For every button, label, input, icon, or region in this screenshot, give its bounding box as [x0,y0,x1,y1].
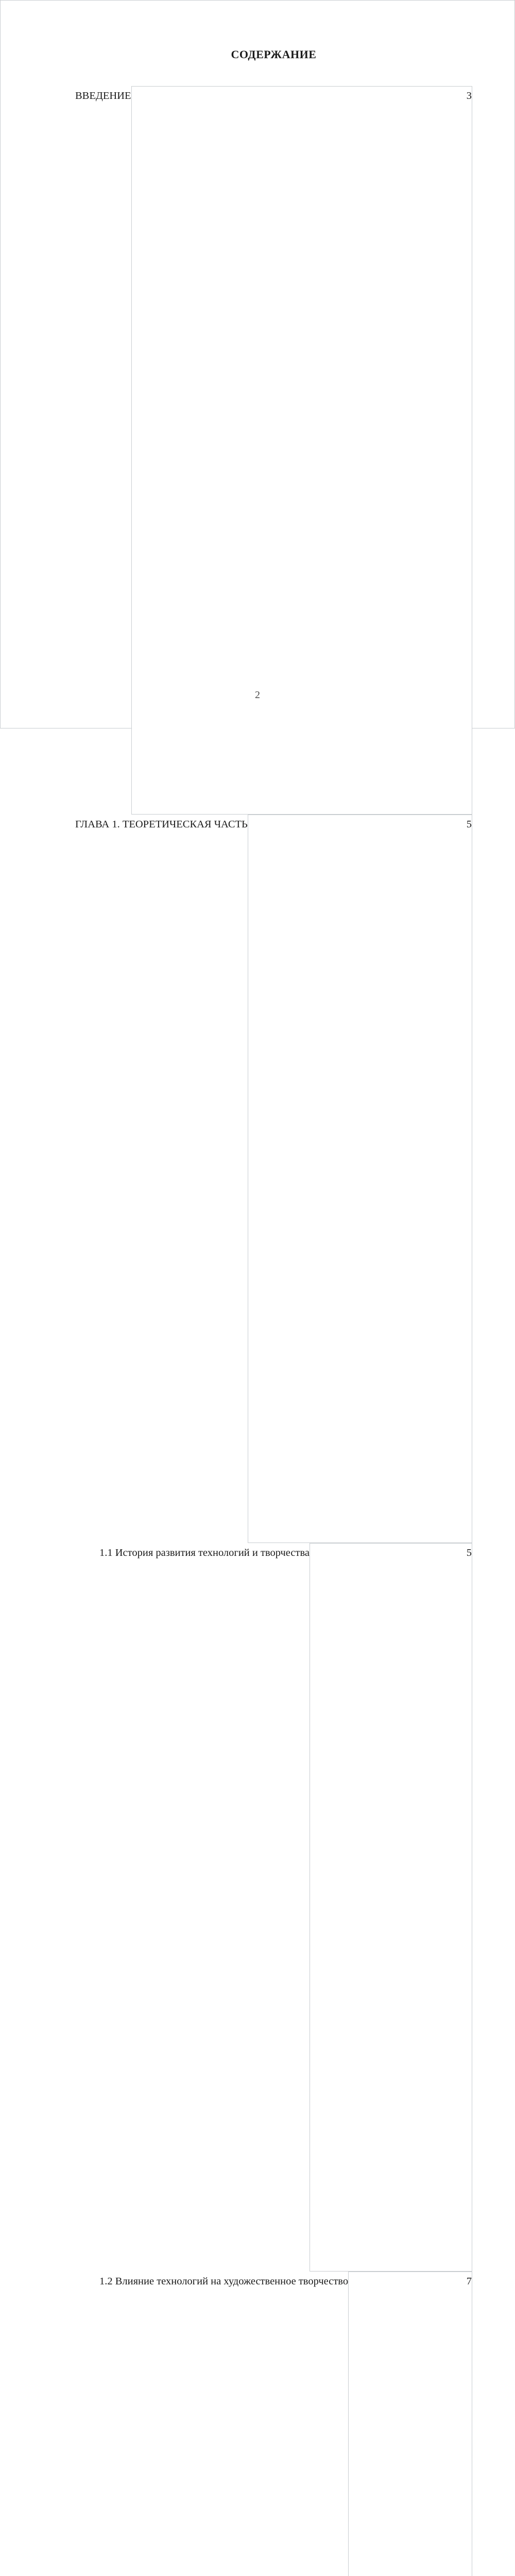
toc-entry-label: ГЛАВА 1. ТЕОРЕТИЧЕСКАЯ ЧАСТЬ [75,819,248,830]
table-of-contents [75,86,472,2576]
toc-entry-chapter-1 [75,815,472,1543]
toc-entry-page-number: 3 [131,86,472,815]
toc-entry-label: 1.2 Влияние технологий на художественное творчество [99,2276,349,2287]
toc-entry-page-number: 7 [348,2272,472,2576]
footer-page-number: 2 [255,689,260,701]
toc-entry-section-1-1 [75,1543,472,2272]
toc-entry-label: 1.1 История развития технологий и творчества [99,1547,310,1558]
toc-content [75,48,472,2576]
toc-entry-label: ВВЕДЕНИЕ [75,90,131,101]
page-title: СОДЕРЖАНИЕ [231,48,317,61]
toc-entry-page-number: 5 [248,815,472,1543]
toc-entry-section-1-2 [75,2272,472,2576]
toc-entry-introduction [75,86,472,815]
toc-entry-page-number: 5 [310,1543,472,2272]
